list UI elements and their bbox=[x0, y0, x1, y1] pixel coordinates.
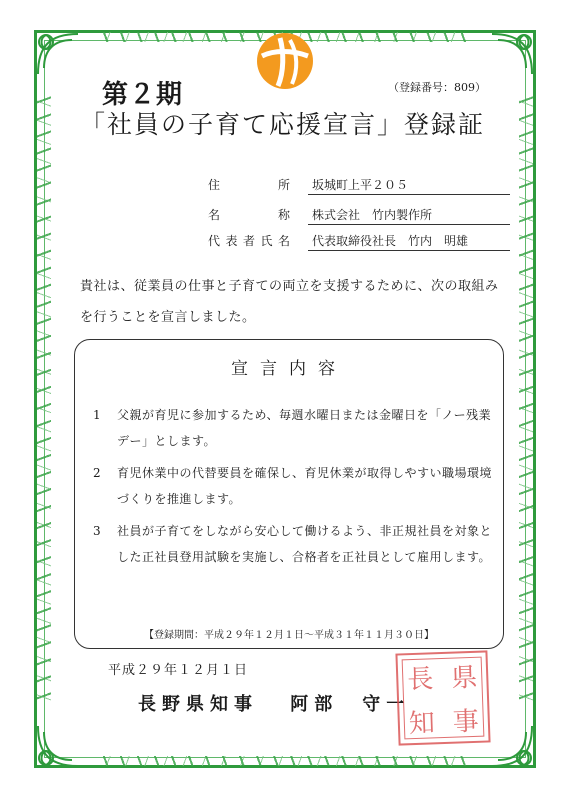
seal-inner-border bbox=[402, 657, 485, 740]
intro-line: 貴社は、従業員の仕事と子育ての両立を支援するために、次の取組み bbox=[80, 279, 499, 294]
intro-line: を行うことを宣言しました。 bbox=[80, 310, 256, 325]
declaration-box bbox=[74, 339, 504, 649]
address-value: 坂城町上平２０５ bbox=[308, 176, 510, 195]
item-text: 育児休業中の代替要員を確保し、育児休業が取得しやすい職場環境づくりを推進します。 bbox=[117, 466, 493, 506]
representative-value: 代表取締役社長 竹内 明雄 bbox=[308, 232, 510, 251]
declaration-list bbox=[93, 402, 493, 576]
list-item bbox=[93, 460, 493, 512]
company-name-value: 株式会社 竹内製作所 bbox=[308, 206, 510, 225]
signer-name: 阿部 守一 bbox=[290, 694, 411, 715]
corner-ornament-icon bbox=[30, 718, 86, 774]
list-item bbox=[93, 518, 493, 570]
declaration-title: 宣言内容 bbox=[231, 359, 347, 379]
registration-number: （登録番号：809） bbox=[388, 81, 486, 94]
intro-paragraph bbox=[80, 271, 500, 333]
item-text: 社員が子育てをしながら安心して働けるよう、非正規社員を対象とした正社員登用試験を実施し、合格者を正社員として雇用します。 bbox=[117, 524, 493, 564]
corner-ornament-icon bbox=[30, 26, 86, 82]
representative-label: 代表者氏名 bbox=[208, 234, 290, 248]
item-number: 2 bbox=[93, 466, 101, 480]
childcare-support-logo-icon bbox=[256, 32, 314, 90]
signer-title: 長野県知事 bbox=[138, 694, 258, 715]
list-item bbox=[93, 402, 493, 454]
registration-period: 【登録期間：平成２９年１２月１日～平成３１年１１月３０日】 bbox=[144, 630, 434, 641]
representative-field bbox=[208, 232, 469, 250]
signer bbox=[138, 690, 410, 716]
item-number: 1 bbox=[93, 408, 101, 422]
company-name-label: 名 称 bbox=[208, 208, 290, 222]
address-field bbox=[208, 176, 409, 194]
seal-char: 知 bbox=[408, 707, 436, 739]
official-seal-stamp bbox=[395, 650, 490, 745]
item-number: 3 bbox=[93, 524, 101, 538]
company-name-field bbox=[208, 206, 433, 224]
certificate-title: 「社員の子育て応援宣言」登録証 bbox=[80, 110, 486, 139]
left-vine-ornament bbox=[37, 95, 51, 705]
corner-ornament-icon bbox=[484, 26, 540, 82]
address-label: 住 所 bbox=[208, 178, 290, 192]
issue-date: 平成２９年１２月１日 bbox=[108, 663, 249, 678]
bottom-vine-ornament bbox=[100, 756, 470, 766]
item-text: 父親が育児に参加するため、毎週水曜日または金曜日を「ノー残業デー」とします。 bbox=[117, 408, 492, 448]
seal-char: 事 bbox=[452, 706, 480, 738]
corner-ornament-icon bbox=[484, 718, 540, 774]
seal-char: 県 bbox=[450, 662, 478, 694]
right-vine-ornament bbox=[519, 95, 533, 705]
term-label: 第２期 bbox=[102, 80, 184, 110]
seal-char: 長 bbox=[406, 663, 434, 695]
